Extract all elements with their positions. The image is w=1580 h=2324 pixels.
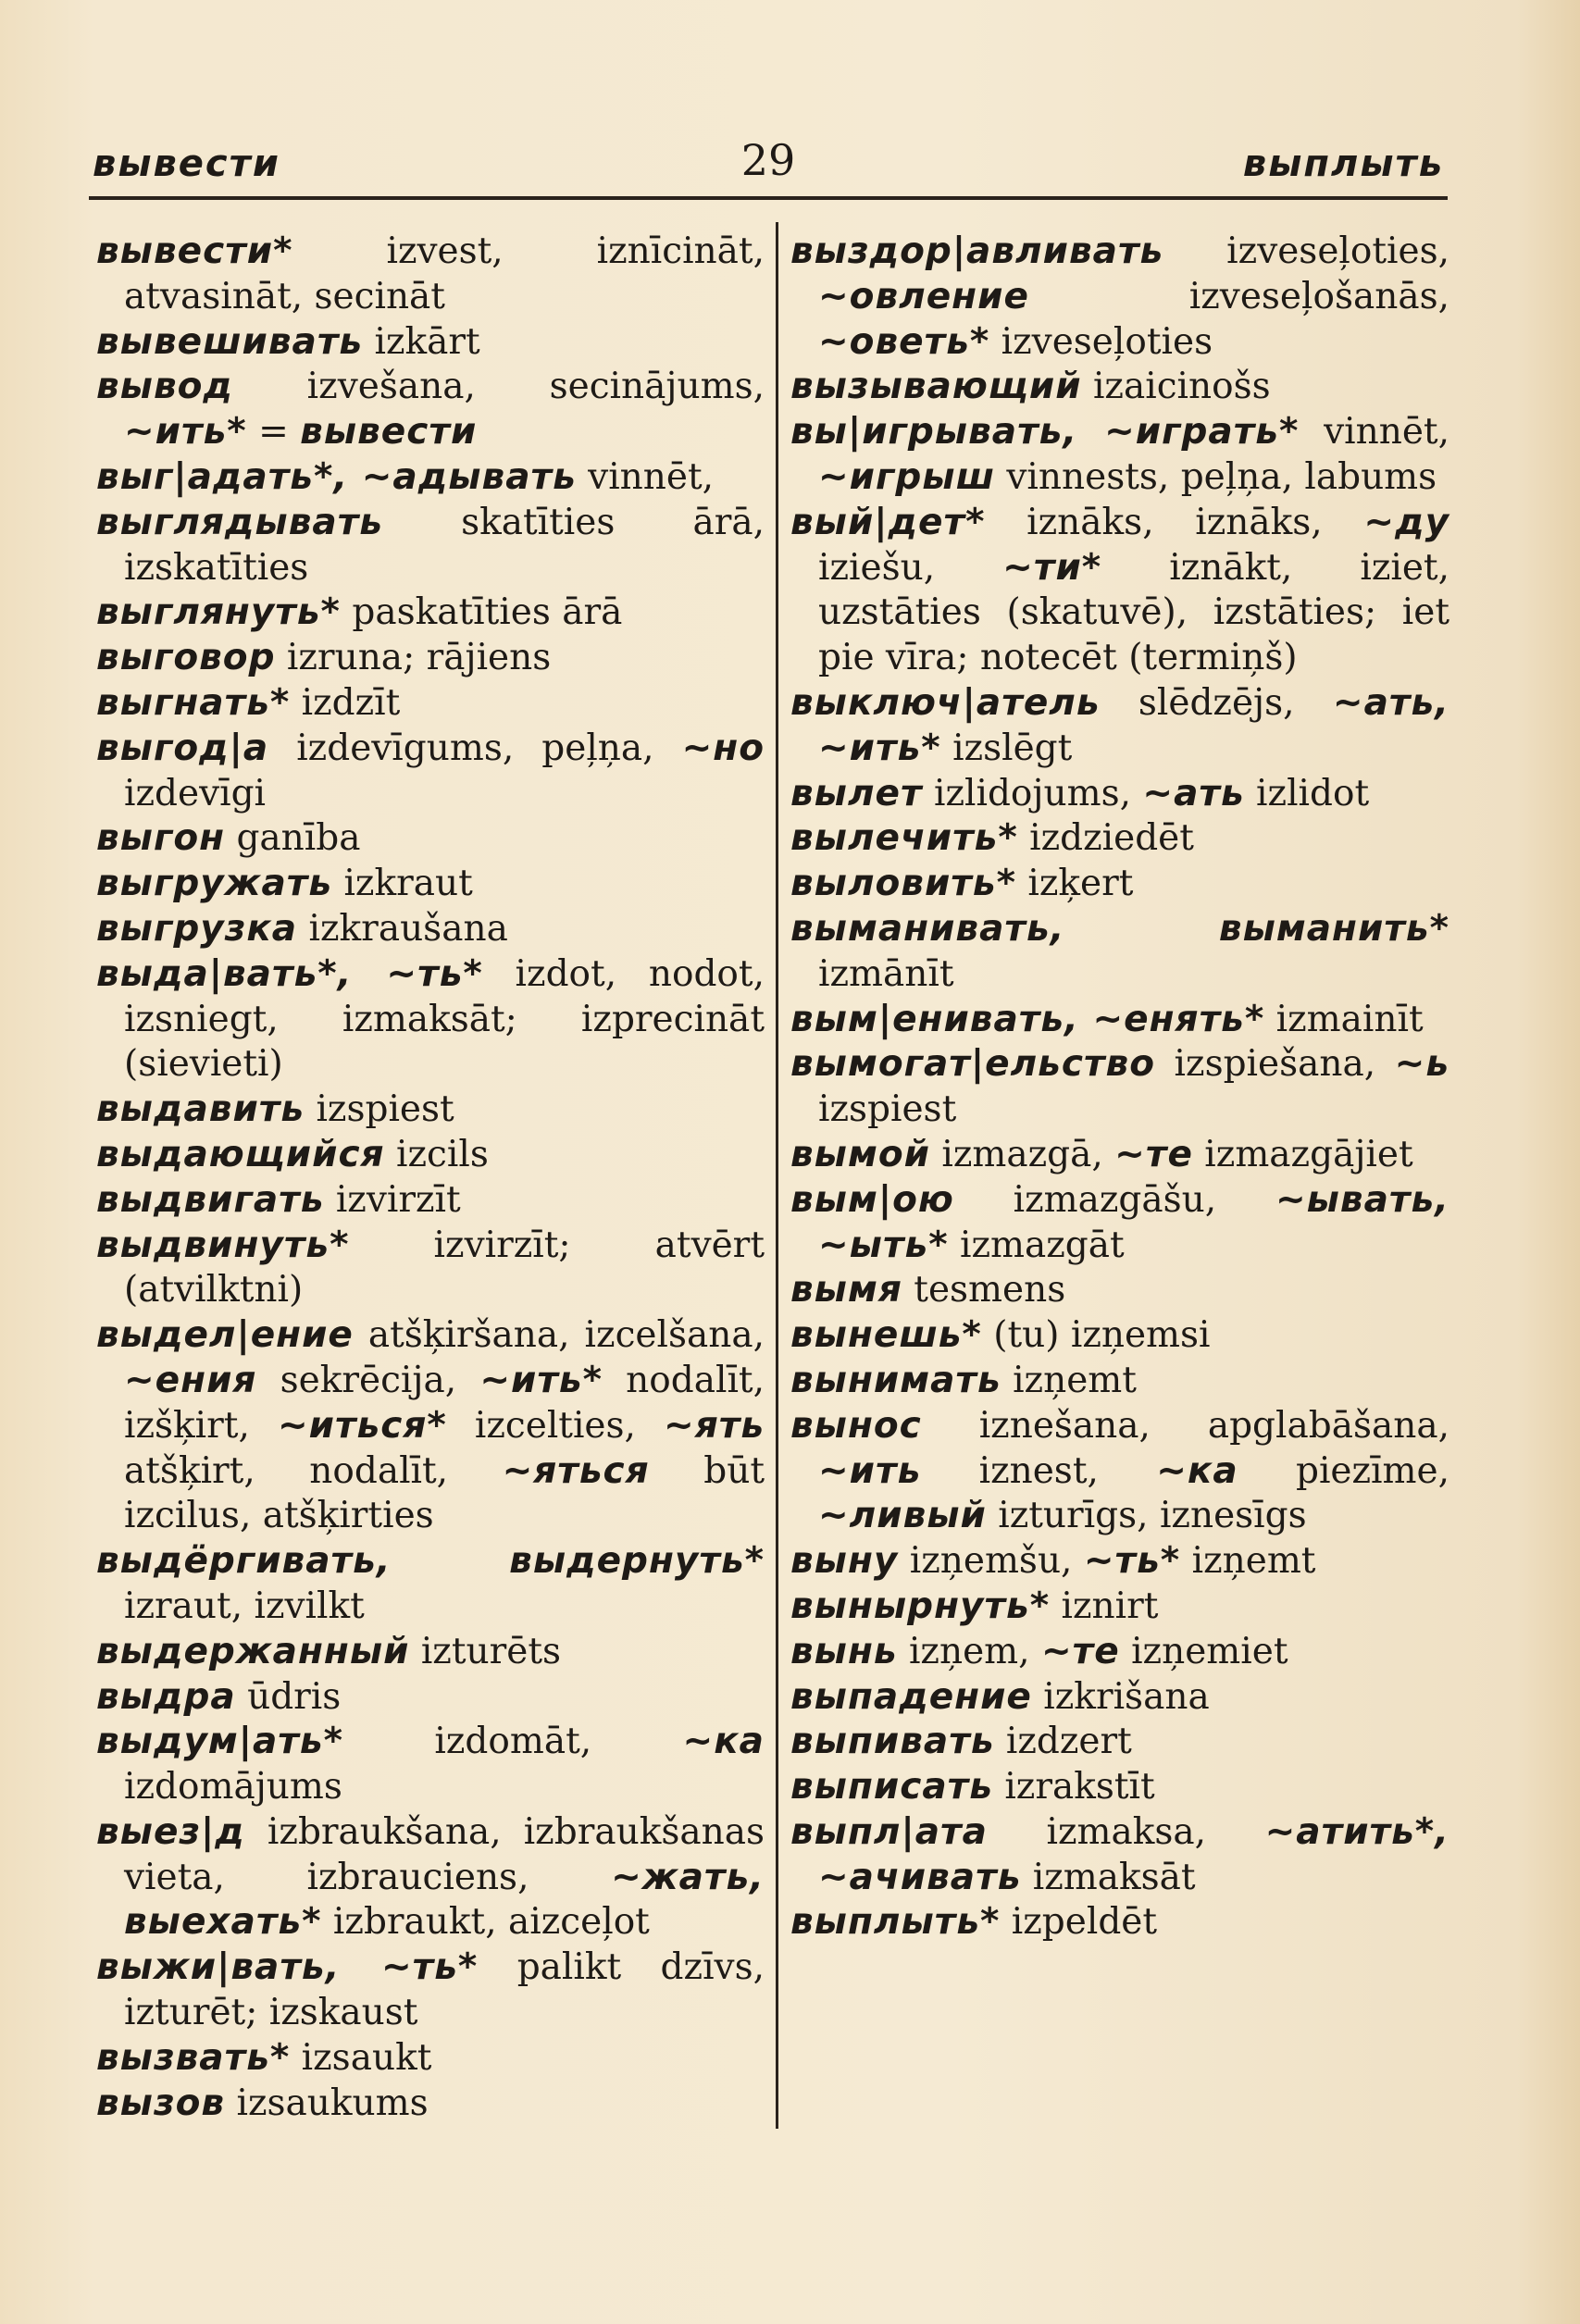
dictionary-entry [790, 1675, 1449, 1721]
headword: выдум|ать* [96, 1721, 343, 1763]
dictionary-entry [96, 230, 765, 320]
translation: izvešana, secinājums, [232, 366, 765, 408]
translation: nodalīt, izšķirt, [124, 1359, 765, 1447]
dictionary-entry [96, 320, 765, 366]
translation: būt izcilus, atšķirties [124, 1449, 765, 1537]
translation: izmaksa, [987, 1810, 1265, 1853]
translation: izspiest [818, 1088, 957, 1131]
dictionary-entry [96, 1087, 765, 1133]
headword: ~ить* [479, 1359, 603, 1401]
headword: выну [790, 1540, 899, 1583]
headword: выдвинуть* [96, 1224, 350, 1266]
dictionary-entry [790, 1133, 1449, 1178]
translation: izmazgāšu, [953, 1178, 1275, 1221]
translation: izturēts [409, 1630, 562, 1672]
dictionary-entry [790, 862, 1449, 907]
dictionary-entry [96, 907, 765, 952]
headword: выловить* [790, 863, 1016, 905]
headword: выез|д [96, 1810, 245, 1853]
dictionary-entry [790, 1313, 1449, 1359]
headword: ~те [1040, 1630, 1120, 1672]
headword: ~те [1114, 1133, 1193, 1175]
translation: izmazgājiet [1192, 1133, 1413, 1175]
headword: ~ать [1142, 772, 1245, 814]
translation: izpeldēt [1000, 1901, 1158, 1944]
translation: paskatīties ārā [340, 591, 623, 634]
translation: izmaksāt [1021, 1856, 1196, 1898]
dictionary-entry [96, 2082, 765, 2127]
headword: вынырнуть* [790, 1585, 1051, 1627]
dictionary-entry [790, 230, 1449, 365]
headword: ~иться* [277, 1404, 447, 1447]
headword: вым|ою [790, 1178, 954, 1221]
headword: выгружать [96, 863, 333, 905]
headword: выгнать* [96, 681, 291, 724]
right-guide-word: выплыть [1242, 143, 1444, 185]
right-column [790, 230, 1449, 1945]
dictionary-entry [96, 1313, 765, 1539]
translation: izdzīt [290, 681, 401, 724]
translation: palikt dzīvs, izturēt; izskaust [124, 1946, 765, 2034]
dictionary-entry [790, 1585, 1449, 1630]
translation: izņem, [897, 1630, 1041, 1672]
translation: ganība [225, 817, 361, 860]
headword: ~ка [682, 1721, 765, 1763]
headword: вызывающий [790, 366, 1082, 408]
headword: выдавить [96, 1088, 305, 1131]
translation: izdevīgi [124, 772, 267, 814]
page-header [93, 130, 1444, 194]
translation: tesmens [902, 1269, 1066, 1311]
translation: iziešu, [818, 546, 1003, 589]
dictionary-entry [790, 907, 1449, 998]
dictionary-entry [790, 1539, 1449, 1585]
column-divider [776, 222, 778, 2129]
dictionary-entry [96, 1675, 765, 1721]
dictionary-entry [96, 862, 765, 907]
dictionary-entry [790, 1900, 1449, 1945]
headword: выда|вать*, ~ть* [96, 952, 483, 995]
translation: izsaukums [225, 2082, 429, 2124]
translation: izmainīt [1264, 998, 1424, 1040]
translation: izdevīgums, peļņa, [268, 727, 682, 769]
headword: вынос [790, 1404, 922, 1447]
translation: izmazgāt [948, 1224, 1125, 1266]
translation: izdomājums [124, 1766, 342, 1808]
dictionary-entry [790, 1042, 1449, 1133]
headword: вынимать [790, 1359, 1001, 1401]
translation: izturīgs, iznesīgs [986, 1495, 1307, 1537]
translation: izaicinošs [1081, 366, 1271, 408]
headword: ~ить [818, 1449, 922, 1492]
headword: выгрузка [96, 907, 298, 950]
dictionary-entry [96, 1178, 765, 1224]
left-guide-word: вывести [93, 143, 280, 185]
translation: izķert [1015, 863, 1134, 905]
translation: izvest, iznīcināt, atvasināt, secināt [124, 230, 765, 317]
translation: izdziedēt [1017, 817, 1194, 860]
dictionary-entry [96, 727, 765, 817]
translation: izdzert [994, 1721, 1132, 1763]
translation: izveseļoties [989, 320, 1213, 363]
headword: ~ь [1394, 1043, 1449, 1086]
dictionary-entry [96, 816, 765, 862]
translation: izvirzīt [324, 1178, 461, 1221]
dictionary-entry [96, 952, 765, 1087]
dictionary-entry [790, 1720, 1449, 1765]
dictionary-entry [96, 681, 765, 727]
headword: выг|адать*, ~адывать [96, 455, 577, 498]
dictionary-entry [96, 1630, 765, 1675]
translation: iznirt [1050, 1585, 1159, 1627]
headword: выпивать [790, 1721, 995, 1763]
translation: izņemt [1001, 1359, 1137, 1401]
translation: izlidojums, [922, 772, 1143, 814]
translation: = [246, 411, 301, 454]
headword: ~ять [664, 1404, 765, 1447]
headword: выглядывать [96, 501, 383, 543]
dictionary-entry [790, 816, 1449, 862]
headword: выключ|атель [790, 681, 1101, 724]
headword: выздор|авливать [790, 230, 1164, 272]
headword: выпл|ата [790, 1810, 988, 1853]
headword: выглянуть* [96, 591, 341, 634]
translation: iznāks, iznāks, [985, 501, 1364, 543]
translation: izlidot [1244, 772, 1370, 814]
dictionary-entry [96, 590, 765, 636]
headword: вынешь* [790, 1314, 982, 1357]
translation: vinnēt, [576, 455, 715, 498]
headword: ~ду [1363, 501, 1449, 543]
translation: vinnests, peļņa, labums [994, 455, 1437, 498]
headword: ~ть* [1083, 1540, 1181, 1583]
dictionary-entry [96, 1224, 765, 1314]
headword: вывести [300, 411, 478, 454]
translation: izslēgt [940, 727, 1073, 769]
translation: izcelties, [446, 1404, 665, 1447]
headword: ~яться [502, 1449, 650, 1492]
headword: ~ти* [1002, 546, 1102, 589]
headword: выписать [790, 1766, 993, 1808]
translation: izkraušana [297, 907, 508, 950]
headword: ~атить*, ~ачивать [818, 1810, 1449, 1898]
translation: vinnēt, [1299, 411, 1449, 454]
translation: izcils [384, 1133, 489, 1175]
headword: выдел|ение [96, 1314, 354, 1357]
dictionary-entry [96, 501, 765, 591]
dictionary-entry [790, 998, 1449, 1043]
headword: вызвать* [96, 2036, 291, 2079]
translation: piezīme, [1238, 1449, 1449, 1492]
translation: izkārt [363, 320, 480, 363]
dictionary-entry [96, 1945, 765, 2036]
headword: выпадение [790, 1675, 1032, 1718]
translation: izņemt [1180, 1540, 1316, 1583]
translation: sekrēcija, [256, 1359, 480, 1401]
translation: izdot, nodot, izsniegt, izmaksāt; izprecināt (sievieti) [124, 952, 765, 1086]
headword: ~но [681, 727, 765, 769]
translation: izņemšu, [898, 1540, 1084, 1583]
dictionary-entry [790, 681, 1449, 772]
headword: ~ения [124, 1359, 257, 1401]
headword: ~ывать, ~ыть* [818, 1178, 1449, 1266]
dictionary-entry [790, 1178, 1449, 1269]
headword: ~оветь* [818, 320, 990, 363]
dictionary-entry [790, 1810, 1449, 1901]
headword: вымой [790, 1133, 930, 1175]
translation: slēdzējs, [1100, 681, 1333, 724]
headword: ~ать, ~ить* [818, 681, 1449, 769]
translation: izsaukt [290, 2036, 432, 2079]
headword: вывешивать [96, 320, 364, 363]
translation: izbraukt, aizceļot [321, 1901, 650, 1944]
header-rule [89, 196, 1448, 200]
headword: ~игрыш [818, 455, 995, 498]
headword: вынь [790, 1630, 898, 1672]
left-column [96, 230, 765, 2126]
translation: izņemiet [1119, 1630, 1288, 1672]
headword: ~ить* [124, 411, 247, 454]
dictionary-entry [790, 410, 1449, 501]
translation: izveseļoties, [1163, 230, 1449, 272]
dictionary-entry [96, 636, 765, 681]
translation: ūdris [235, 1675, 342, 1718]
translation: izvirzīt; atvērt (atvilktni) [124, 1224, 765, 1311]
dictionary-entry [96, 365, 765, 455]
headword: выгод|а [96, 727, 269, 769]
translation: izveseļošanās, [1028, 275, 1449, 317]
translation: iznest, [921, 1449, 1157, 1492]
headword: вывести* [96, 230, 293, 272]
dictionary-entry [96, 1539, 765, 1630]
headword: выдра [96, 1675, 236, 1718]
headword: вый|дет* [790, 501, 986, 543]
translation: izkrišana [1031, 1675, 1210, 1718]
translation: atšķiršana, izcelšana, [353, 1314, 765, 1357]
translation: skatīties ārā, izskatīties [124, 501, 765, 589]
headword: выманивать, выманить* [790, 907, 1449, 950]
translation: (tu) izņemsi [981, 1314, 1211, 1357]
dictionary-entry [96, 1720, 765, 1810]
dictionary-entry [96, 1133, 765, 1178]
translation: izrakstīt [992, 1766, 1155, 1808]
headword: выдвигать [96, 1178, 325, 1221]
headword: выдержанный [96, 1630, 410, 1672]
headword: вызов [96, 2082, 226, 2124]
dictionary-entry [790, 1268, 1449, 1313]
dictionary-entry [790, 501, 1449, 681]
dictionary-entry [790, 1404, 1449, 1539]
dictionary-entry [96, 455, 765, 501]
headword: выгон [96, 817, 226, 860]
translation: izmānīt [818, 952, 954, 995]
translation: izdomāt, [342, 1721, 683, 1763]
translation: izmazgā, [929, 1133, 1115, 1175]
translation: izbraukšana, izbraukšanas vieta, izbrauciens, [124, 1810, 765, 1898]
headword: ~ка [1156, 1449, 1238, 1492]
headword: вымогат|ельство [790, 1043, 1156, 1086]
translation: izkraut [332, 863, 473, 905]
dictionary-entry [96, 1810, 765, 1945]
page-number: 29 [740, 135, 796, 185]
headword: ~ливый [818, 1495, 987, 1537]
translation: iznešana, apglabāšana, [921, 1404, 1449, 1447]
headword: выдающийся [96, 1133, 385, 1175]
dictionary-entry [790, 1630, 1449, 1675]
dictionary-entry [790, 772, 1449, 817]
translation: izspiešana, [1155, 1043, 1395, 1086]
headword: ~жать, выехать* [124, 1856, 765, 1944]
headword: вымя [790, 1269, 902, 1311]
headword: выговор [96, 637, 276, 679]
translation: izspiest [305, 1088, 454, 1131]
headword: вылет [790, 772, 923, 814]
translation: iznākt, iziet, uzstāties (skatuvē), izstāties; iet pie vīra; notecēt (termiņš) [818, 546, 1450, 679]
headword: выдёргивать, выдернуть* [96, 1540, 765, 1583]
headword: вылечить* [790, 817, 1018, 860]
headword: вы|игрывать, ~играть* [790, 411, 1300, 454]
translation: atšķirt, nodalīt, [124, 1449, 503, 1492]
headword: выжи|вать, ~ть* [96, 1946, 479, 1989]
translation: izraut, izvilkt [124, 1585, 365, 1627]
dictionary-entry [96, 2036, 765, 2082]
headword: выплыть* [790, 1901, 1001, 1944]
dictionary-entry [790, 1765, 1449, 1810]
headword: вым|енивать, ~енять* [790, 998, 1265, 1040]
translation: izruna; rājiens [275, 637, 552, 679]
headword: вывод [96, 366, 233, 408]
headword: ~овление [818, 275, 1029, 317]
dictionary-entry [790, 365, 1449, 410]
dictionary-entry [790, 1359, 1449, 1404]
